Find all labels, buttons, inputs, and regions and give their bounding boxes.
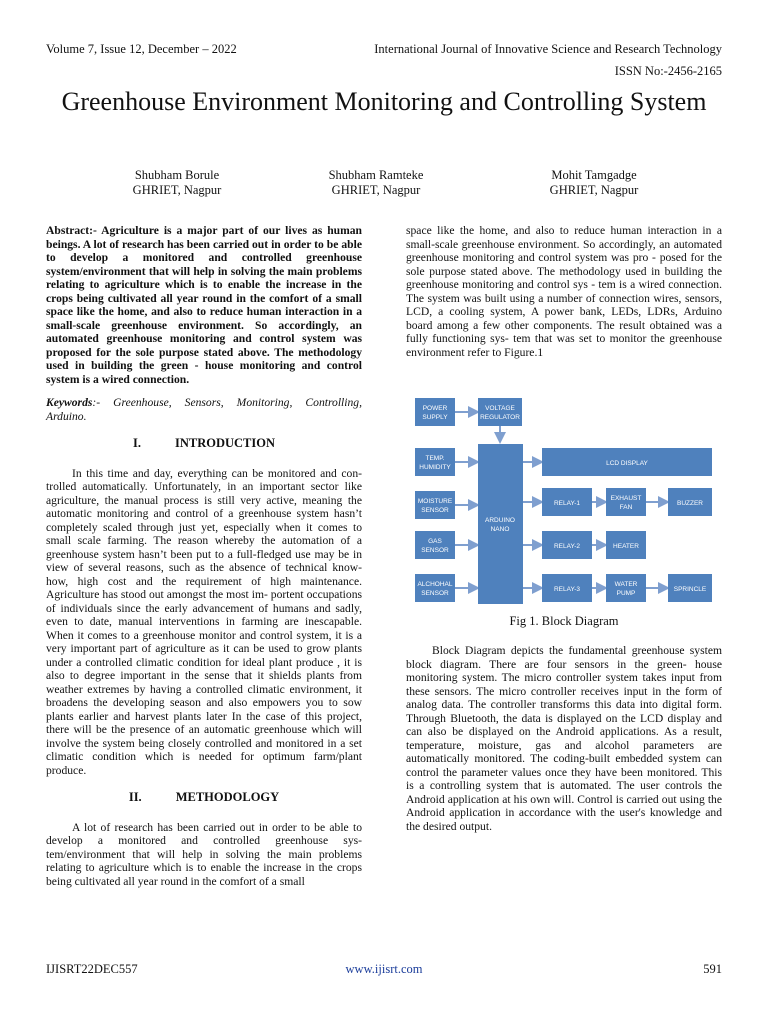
right-column-top <box>406 224 722 359</box>
label-alcohol-2: SENSOR <box>421 590 449 597</box>
block-diagram-paragraph: Block Diagram depicts the fundamental greenhouse system block diagram. There are four sensors in the green- house monitoring system. The micro controller system takes input from these sensors. The micro controller receives input in the form of analog data. The controller transforms this data into digital form. Through Bluetooth, the data is displayed on the LCD display and can also be displayed on the Android applications. As a result, temperature, moisture, gas and alcohol parameters are automatically monitored. The coding-built embedded system can control the parameter values once they have been monitored. This is a controlling system that is automated. The user controls the Android application at his own will. Control is carried out using the Android application in accordance with the user's knowledge and the desired output. <box>406 644 722 833</box>
label-fan-2: FAN <box>619 504 633 511</box>
label-arduino-2: NANO <box>490 526 510 533</box>
author-2 <box>276 168 476 198</box>
keywords <box>46 396 362 423</box>
block-gas-sensor <box>415 531 455 559</box>
right-paragraph-continued: space like the home, and also to reduce human interaction in a small-scale greenhouse environment. So accordingly, an automated greenhouse monitoring and control system was pro - posed for the sole purpose stated above. The methodology used in building the greenhouse monitoring and control sys - tem is a wired connection. The system was built using a number of connection wires, sensors, LCD, a cooling system, A power bank, LEDs, LDRs, Arduino board among a few other components. The result obtained was a fully functioning sys- tem that was set to monitor the greenhouse environment refer to Figure.1 <box>406 224 722 359</box>
label-power-2: SUPPLY <box>422 414 448 421</box>
keywords-label: Keywords <box>46 396 93 409</box>
paper-title: Greenhouse Environment Monitoring and Controlling System <box>61 87 707 116</box>
footer-code: IJISRT22DEC557 <box>46 962 138 976</box>
block-moisture-sensor <box>415 491 455 519</box>
figure-caption: Fig 1. Block Diagram <box>509 614 619 628</box>
label-lcd: LCD DISPLAY <box>606 460 648 467</box>
label-fan-1: EXHAUST <box>610 495 642 502</box>
label-relay2: RELAY-2 <box>553 543 581 550</box>
footer-page-number: 591 <box>703 962 722 976</box>
label-voltage-1: VOLTAGE <box>485 405 515 412</box>
header-volume: Volume 7, Issue 12, December – 2022 <box>46 42 237 56</box>
block-alcohol-sensor <box>415 574 455 602</box>
label-moisture-1: MOISTURE <box>417 498 453 505</box>
label-moisture-2: SENSOR <box>421 507 449 514</box>
header-issn: ISSN No:-2456-2165 <box>614 64 722 78</box>
label-power-1: POWER <box>422 405 448 412</box>
label-heater: HEATER <box>613 543 639 550</box>
label-relay1: RELAY-1 <box>553 500 581 507</box>
label-gas-2: SENSOR <box>421 547 449 554</box>
section-number: II. <box>128 790 142 804</box>
section-heading-introduction <box>46 437 362 451</box>
author-affiliation: GHRIET, Nagpur <box>132 183 222 197</box>
introduction-paragraph: In this time and day, everything can be monitored and con- trolled automatically. Unfortunately, in an important sector like agriculture, the manual process is still very active, meaning the automatic monitoring and control of a greenhouse system hasn’t completely scaled through just yet, especially when it comes to small scale farming. The reason whereby the automation of a greenhouse system hasn’t been put to a full-fledged use may be in view of several reasons, such as the absence of technical know-how, high cost and the requirement of high maintenance. Agriculture has stood out amongst the most im- portent occupations of individuals since the early advancement of humans and sadly, even to date, manual interventions in farming are inescapable. When it comes to a greenhouse monitor and control system, it is a very important part of agriculture as it can be used to grow plants under a controlled climatic condition for ideal plant produce , it is also to degree important in the sense that it shields plants from weather extremes by having a controlled climatic environment, it broadens the developing season and also empowers you to sow plants earlier and harvest plants later In the case of this project, there will be the presence of an automatic greenhouse which will involve the system being closely controlled and monitored in a set climatic condition which is needed for optimum farm/plant produce. <box>46 466 362 777</box>
label-temp-1: TEMP. <box>425 455 445 462</box>
label-arduino-1: ARDUINO <box>485 517 515 524</box>
label-pump-1: WATER <box>614 581 638 588</box>
block-voltage-regulator <box>478 398 522 426</box>
section-title: INTRODUCTION <box>174 436 275 450</box>
author-name: Mohit Tamgadge <box>551 168 637 182</box>
author-name: Shubham Ramteke <box>328 168 424 182</box>
section-number: I. <box>132 436 141 450</box>
label-pump-2: PUMP <box>616 590 636 597</box>
block-diagram <box>412 394 717 610</box>
abstract: Abstract:- Agriculture is a major part of our lives as human beings. A lot of research has been carried out in order to be able to develop a monitored and controlled greenhouse system/environment that will help in solving the main problems relating to agriculture which is to enable the increase in the crops being cultivated all year round in the comfort of a small space like the home, and also to reduce human interaction in a small-scale greenhouse environment. So accordingly, an automated greenhouse monitoring and control system was proposed for the sole purpose stated above. The methodology used in building the green - house monitoring and control system is a wired connection. <box>46 224 362 386</box>
label-alcohol-1: ALCHOHAL <box>417 581 453 588</box>
label-buzzer: BUZZER <box>677 500 703 507</box>
author-affiliation: GHRIET, Nagpur <box>331 183 421 197</box>
right-column-bottom <box>406 644 722 833</box>
methodology-paragraph: A lot of research has been carried out in order to be able to develop a monitored and controlled greenhouse sys- tem/environment that will help in solving the main problems relating to agriculture which is to enable the increase in the crops being cultivated all year round in the comfort of a small <box>46 820 362 888</box>
block-exhaust-fan <box>606 488 646 516</box>
author-name: Shubham Borule <box>134 168 220 182</box>
footer-url-link[interactable]: www.ijisrt.com <box>345 962 423 976</box>
label-gas-1: GAS <box>428 538 442 545</box>
block-power-supply <box>415 398 455 426</box>
header-journal: International Journal of Innovative Science and Research Technology <box>374 42 722 56</box>
label-relay3: RELAY-3 <box>553 586 581 593</box>
author-3 <box>494 168 694 198</box>
label-temp-2: HUMIDITY <box>419 464 451 471</box>
block-arduino-nano <box>478 444 523 604</box>
author-affiliation: GHRIET, Nagpur <box>549 183 639 197</box>
block-temp-humidity <box>415 448 455 476</box>
section-heading-methodology <box>46 791 362 805</box>
author-1 <box>77 168 277 198</box>
keywords-text: :- Greenhouse, Sensors, Monitoring, Controlling, Arduino. <box>46 396 362 423</box>
label-sprinkle: SPRINCLE <box>673 586 707 593</box>
block-water-pump <box>606 574 646 602</box>
left-column <box>46 224 362 888</box>
section-title: METHODOLOGY <box>175 790 280 804</box>
label-voltage-2: REGULATOR <box>480 414 520 421</box>
